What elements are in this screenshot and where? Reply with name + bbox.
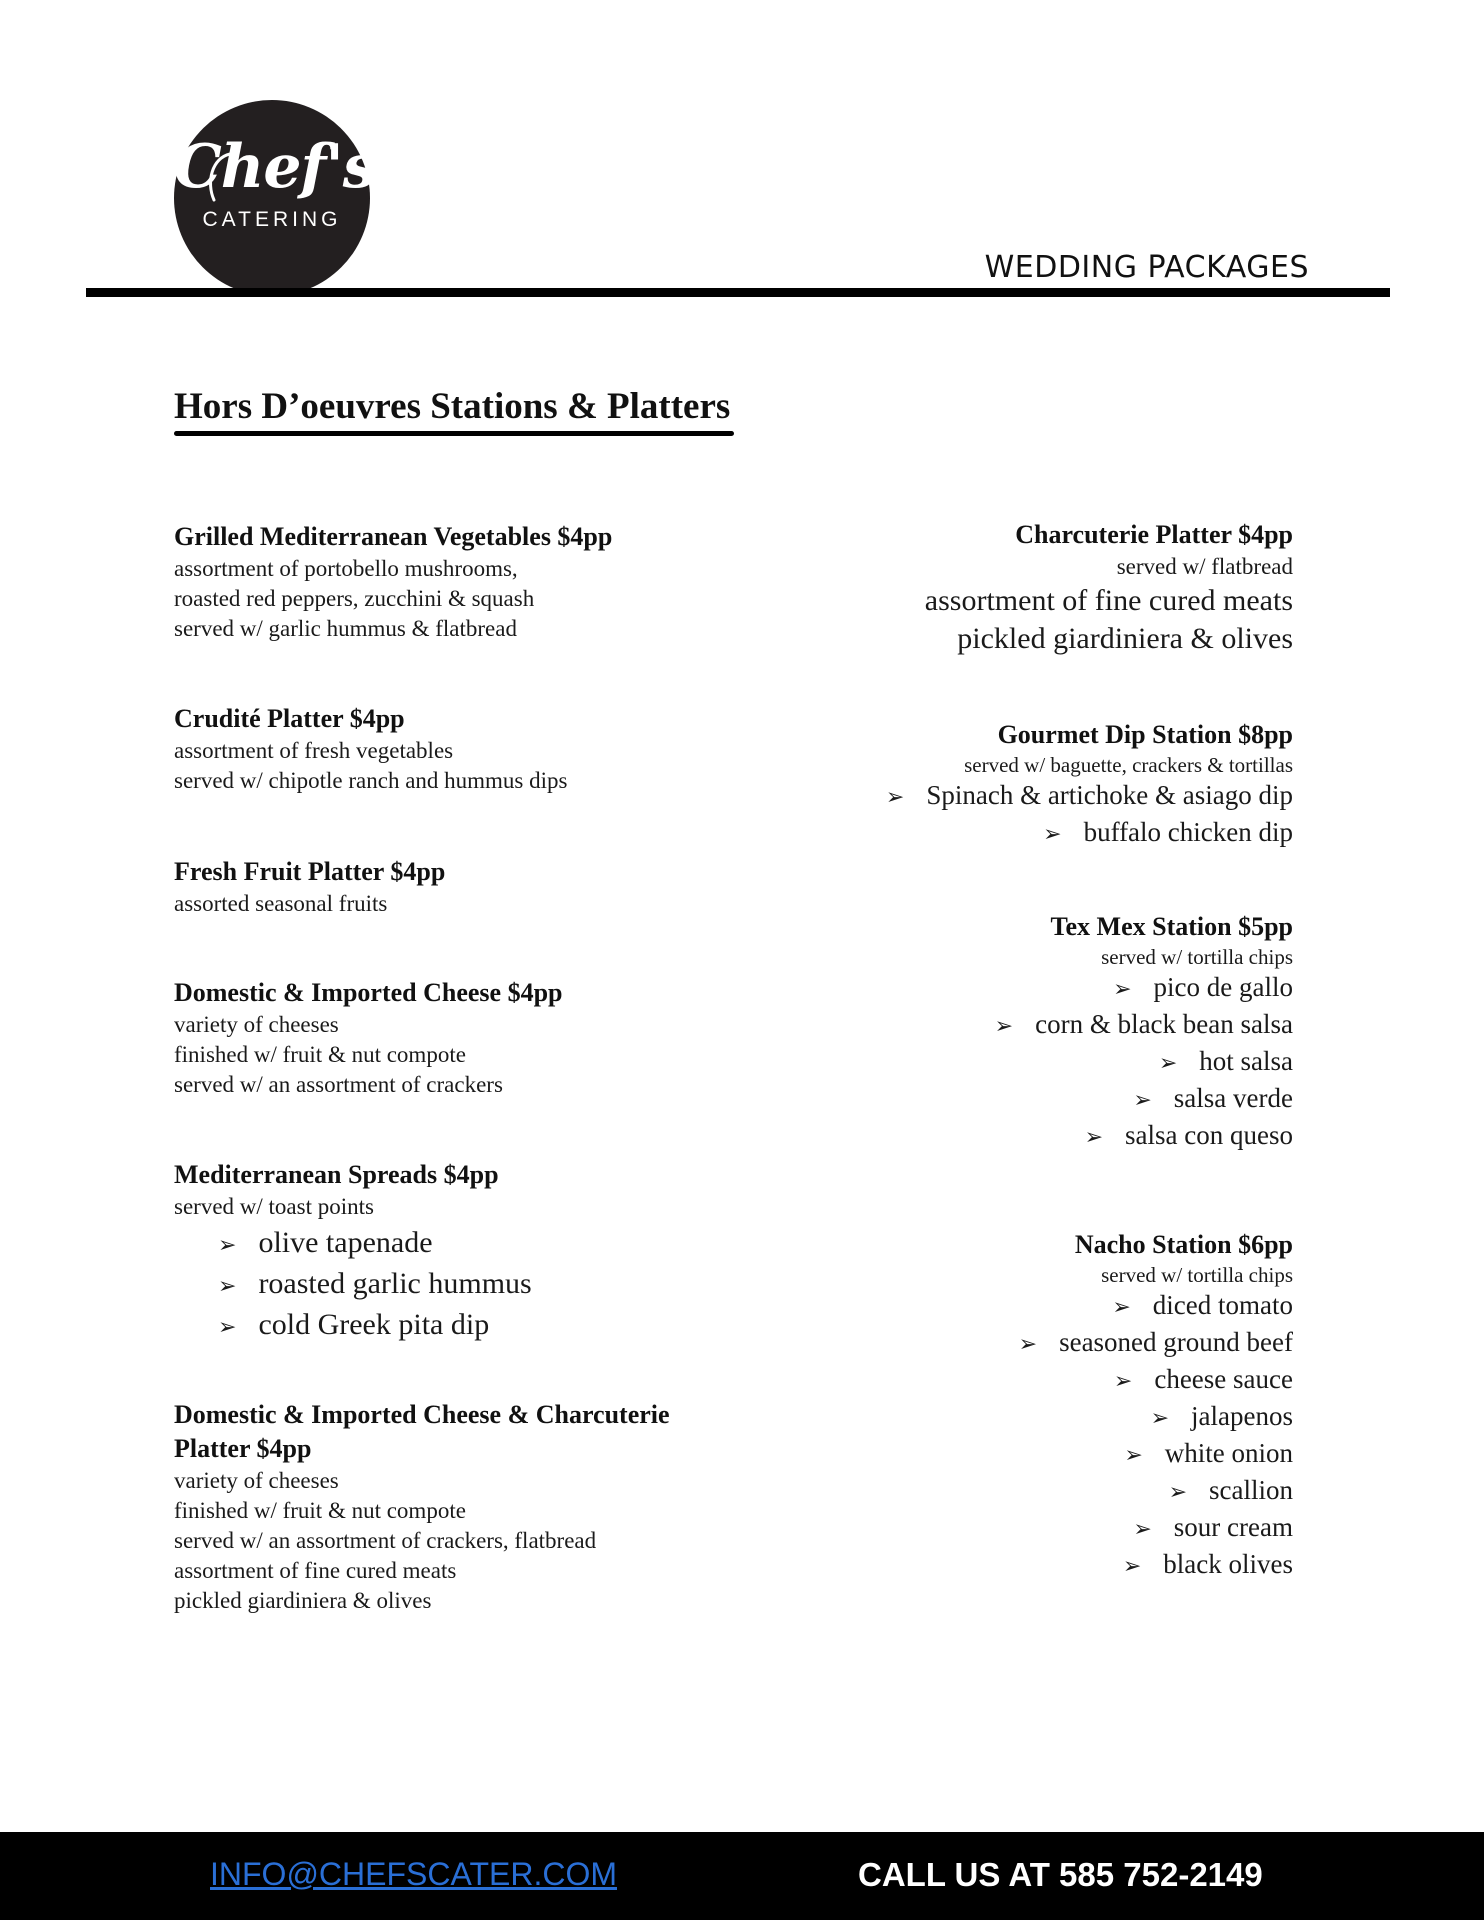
bullet-text: jalapenos	[1191, 1401, 1293, 1431]
bullet-item	[995, 1081, 1293, 1118]
bullet-item	[1019, 1436, 1293, 1473]
menu-item-title: Grilled Mediterranean Vegetables $4pp	[174, 522, 613, 551]
arrow-bullet-icon: ➢	[1158, 1051, 1178, 1076]
bullet-text: pico de gallo	[1153, 972, 1293, 1002]
bullet-text: seasoned ground beef	[1059, 1327, 1293, 1357]
menu-item-domestic-imported-cheese	[174, 976, 563, 1100]
menu-item-title: Gourmet Dip Station $8pp	[997, 720, 1293, 749]
bullet-item	[174, 1224, 532, 1265]
bullet-item	[1019, 1288, 1293, 1325]
menu-item-charcuterie-platter	[925, 518, 1293, 658]
bullet-item	[995, 1044, 1293, 1081]
arrow-bullet-icon: ➢	[1113, 1369, 1133, 1394]
logo-script-text: Chef's	[174, 132, 376, 202]
arrow-bullet-icon: ➢	[218, 1233, 237, 1258]
section-title: Hors D’oeuvres Stations & Platters	[174, 386, 731, 427]
menu-item-description: assortment of fresh vegetables	[174, 738, 454, 763]
arrow-bullet-icon: ➢	[994, 1014, 1014, 1039]
menu-item-description: assortment of portobello mushrooms,	[174, 556, 518, 581]
menu-item-title: Mediterranean Spreads $4pp	[174, 1160, 499, 1189]
menu-item-description: finished w/ fruit & nut compote	[174, 1042, 466, 1067]
bullet-item	[1019, 1547, 1293, 1584]
bullet-text: olive tapenade	[258, 1226, 433, 1259]
arrow-bullet-icon: ➢	[1113, 977, 1132, 1002]
menu-item-cheese-charcuterie-platter	[174, 1398, 670, 1616]
bullet-text: roasted garlic hummus	[258, 1267, 532, 1300]
menu-item-description: roasted red peppers, zucchini & squash	[174, 586, 535, 611]
bullet-item	[886, 815, 1293, 852]
bullet-text: salsa con queso	[1125, 1120, 1293, 1150]
arrow-bullet-icon: ➢	[1018, 1332, 1038, 1357]
menu-item-description: served w/ toast points	[174, 1194, 374, 1219]
header-title: WEDDING PACKAGES	[984, 250, 1309, 285]
menu-item-crudite-platter	[174, 702, 567, 796]
bullet-item	[1019, 1510, 1293, 1547]
bullet-text: salsa verde	[1173, 1083, 1293, 1113]
bullet-text: corn & black bean salsa	[1035, 1009, 1293, 1039]
bullet-text: buffalo chicken dip	[1083, 817, 1293, 847]
bullet-item	[1019, 1325, 1293, 1362]
arrow-bullet-icon: ➢	[1084, 1125, 1104, 1150]
bullet-text: cold Greek pita dip	[258, 1308, 490, 1341]
menu-item-description: assortment of fine cured meats	[174, 1558, 457, 1583]
menu-item-description: assorted seasonal fruits	[174, 891, 388, 916]
bullet-text: cheese sauce	[1154, 1364, 1293, 1394]
bullet-text: black olives	[1163, 1549, 1293, 1579]
arrow-bullet-icon: ➢	[218, 1274, 237, 1299]
email-link[interactable]: INFO@CHEFSCATER.COM	[210, 1856, 617, 1892]
menu-item-title: Domestic & Imported Cheese & Charcuterie	[174, 1400, 670, 1429]
logo-subtitle: CATERING	[202, 208, 342, 231]
bullet-item	[886, 778, 1293, 815]
bullet-item	[174, 1265, 532, 1306]
bullet-text: diced tomato	[1152, 1290, 1293, 1320]
arrow-bullet-icon: ➢	[1150, 1406, 1170, 1431]
menu-item-description-large: pickled giardiniera & olives	[957, 622, 1293, 655]
menu-item-description-large: assortment of fine cured meats	[924, 584, 1293, 617]
arrow-bullet-icon: ➢	[1124, 1443, 1143, 1468]
menu-item-mediterranean-spreads	[174, 1158, 532, 1347]
arrow-bullet-icon: ➢	[1122, 1554, 1142, 1579]
bullet-item	[174, 1306, 532, 1347]
section-title-underline	[174, 431, 734, 436]
header-divider	[86, 288, 1390, 297]
menu-item-description: served w/ baguette, crackers & tortillas	[964, 753, 1293, 777]
menu-item-grilled-vegetables	[174, 520, 612, 644]
menu-item-title: Tex Mex Station $5pp	[1050, 912, 1293, 941]
menu-item-description: served w/ garlic hummus & flatbread	[174, 616, 517, 641]
menu-item-description: variety of cheeses	[174, 1012, 339, 1037]
menu-item-description: served w/ chipotle ranch and hummus dips	[174, 768, 568, 793]
menu-item-description: served w/ an assortment of crackers, flatbread	[174, 1528, 597, 1553]
bullet-item	[1019, 1362, 1293, 1399]
menu-item-description: served w/ an assortment of crackers	[174, 1072, 503, 1097]
arrow-bullet-icon: ➢	[885, 785, 905, 810]
bullet-text: scallion	[1209, 1475, 1293, 1505]
bullet-item	[1019, 1399, 1293, 1436]
arrow-bullet-icon: ➢	[1133, 1088, 1152, 1113]
arrow-bullet-icon: ➢	[1112, 1295, 1131, 1320]
menu-item-fresh-fruit	[174, 855, 445, 919]
arrow-bullet-icon: ➢	[1133, 1517, 1152, 1542]
bullet-item	[995, 1118, 1293, 1155]
menu-item-tex-mex-station	[995, 910, 1293, 1155]
arrow-bullet-icon: ➢	[218, 1315, 237, 1340]
arrow-bullet-icon: ➢	[1043, 822, 1062, 847]
menu-item-description: served w/ tortilla chips	[1101, 945, 1293, 969]
menu-item-description: finished w/ fruit & nut compote	[174, 1498, 466, 1523]
menu-item-nacho-station	[1019, 1228, 1293, 1584]
footer-bar	[0, 1832, 1484, 1920]
menu-item-title: Fresh Fruit Platter $4pp	[174, 857, 446, 886]
menu-item-description: pickled giardiniera & olives	[174, 1588, 432, 1613]
menu-item-description: served w/ flatbread	[1116, 554, 1293, 579]
menu-item-description: served w/ tortilla chips	[1101, 1263, 1293, 1287]
bullet-text: sour cream	[1173, 1512, 1293, 1542]
phone-number: CALL US AT 585 752-2149	[858, 1856, 1263, 1893]
bullet-item	[1019, 1473, 1293, 1510]
menu-item-title: Domestic & Imported Cheese $4pp	[174, 978, 563, 1007]
bullet-item	[995, 1007, 1293, 1044]
menu-item-gourmet-dip-station	[886, 718, 1293, 852]
menu-item-description: variety of cheeses	[174, 1468, 339, 1493]
menu-item-title: Charcuterie Platter $4pp	[1015, 520, 1293, 549]
menu-item-title: Crudité Platter $4pp	[174, 704, 405, 733]
catering-logo	[174, 100, 376, 296]
menu-item-title: Nacho Station $6pp	[1074, 1230, 1293, 1259]
menu-item-title: Platter $4pp	[174, 1434, 312, 1463]
arrow-bullet-icon: ➢	[1168, 1480, 1188, 1505]
bullet-text: white onion	[1164, 1438, 1293, 1468]
bullet-text: hot salsa	[1199, 1046, 1293, 1076]
bullet-item	[995, 970, 1293, 1007]
bullet-text: Spinach & artichoke & asiago dip	[926, 780, 1293, 810]
